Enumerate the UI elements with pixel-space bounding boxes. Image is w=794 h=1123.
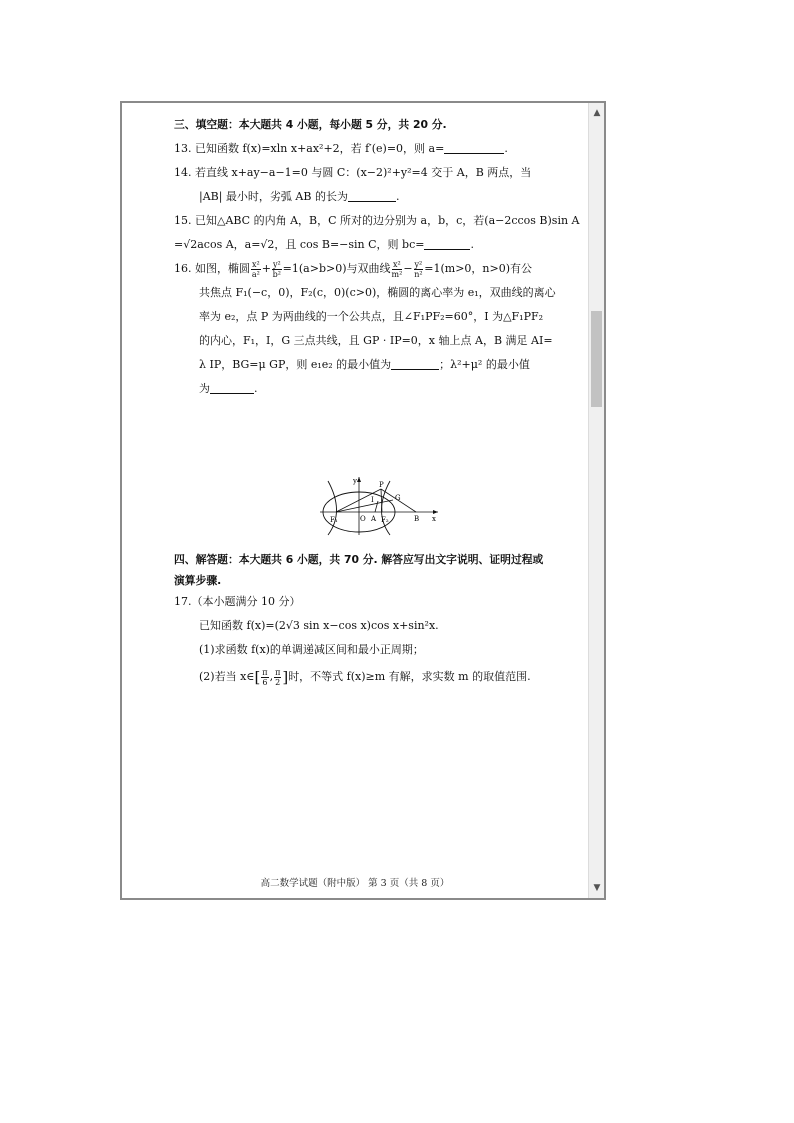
question-16-line-6: 为 .: [199, 382, 258, 395]
question-16-line-5: λ IP，BG=μ GP，则 e₁e₂ 的最小值为 ；λ²+μ² 的最小值: [199, 358, 530, 371]
label-a: A: [371, 515, 377, 523]
question-16-line-4: 的内心，F₁，I，G 三点共线，且 GP · IP=0，x 轴上点 A，B 满足 AI=: [199, 334, 553, 347]
section-3-heading: 三、填空题：本大题共 4 小题，每小题 5 分，共 20 分.: [174, 118, 447, 131]
page-footer: 高二数学试题（附中版） 第 3 页（共 8 页）: [260, 878, 450, 889]
ellipse-hyperbola-figure: [318, 475, 440, 537]
label-o: O: [360, 515, 366, 523]
question-14-line-2: |AB| 最小时，劣弧 AB 的长为 .: [199, 190, 400, 203]
question-17-statement: 已知函数 f(x)=(2√3 sin x−cos x)cos x+sin²x.: [199, 619, 439, 632]
label-f2: F₂: [381, 516, 389, 524]
question-17-title: 17.（本小题满分 10 分）: [174, 595, 301, 608]
vertical-scrollbar[interactable]: [588, 103, 604, 898]
hyperbola-fraction-y: $\frac{\text{y²}}{\text{n²}}$: [414, 259, 423, 279]
question-16-line-1: 16. 如图，椭圆 $\frac{\text{x²}}{\text{a²}}$ + $\frac{\text{y²}}{\text{b²}}$ =1(a>b>0)与双曲线 $\frac{\text{x²}}{\text{m²}}$ − $\frac{\text{y²}}{\text{n²}}$ =1(m>0，n>0)有公: [174, 259, 533, 279]
answer-blank-16b: [210, 381, 254, 394]
section-4-heading-line-2: 演算步骤.: [174, 574, 222, 587]
y-axis-arrow: [357, 477, 361, 482]
scroll-thumb[interactable]: [591, 311, 602, 407]
page-content: [174, 113, 578, 401]
label-x: x: [432, 515, 436, 523]
question-16-line-2: 共焦点 F₁(−c，0)，F₂(c，0)(c>0)，椭圆的离心率为 e₁，双曲线的离心: [199, 286, 556, 299]
answer-blank-13: [444, 141, 504, 154]
segment-f1-g: [336, 500, 393, 512]
answer-blank-14: [348, 189, 396, 202]
question-17-part-1: (1)求函数 f(x)的单调递减区间和最小正周期；: [199, 643, 424, 656]
answer-blank-15: [424, 237, 470, 250]
section-4: [174, 548, 578, 692]
label-y: y: [353, 477, 357, 485]
ellipse-fraction-y: $\frac{\text{y²}}{\text{b²}}$: [272, 259, 281, 279]
document-viewer: [120, 101, 606, 900]
x-axis-arrow: [433, 510, 438, 514]
question-15-line-1: 15. 已知△ABC 的内角 A，B，C 所对的边分别为 a，b，c，若(a−2ccos B)sin A: [174, 214, 580, 227]
question-15-line-2: =√2acos A，a=√2，且 cos B=−sin C，则 bc= .: [174, 238, 474, 251]
label-p: P: [379, 481, 384, 489]
label-i: I: [371, 496, 374, 504]
label-b: B: [414, 515, 420, 523]
question-17-part-2: (2)若当 x∈[ $\frac{\pi}{6}$ , $\frac{\pi}{2}$ ]时，不等式 f(x)≥m 有解，求实数 m 的取值范围.: [199, 667, 531, 687]
scroll-up-icon[interactable]: ▲: [593, 108, 601, 118]
question-13: 13. 已知函数 f(x)=xln x+ax²+2，若 f′(e)=0，则 a= .: [174, 142, 508, 155]
ellipse-fraction-x: $\frac{\text{x²}}{\text{a²}}$: [251, 259, 260, 279]
label-g: G: [395, 494, 401, 502]
scroll-down-icon[interactable]: ▼: [593, 883, 601, 893]
section-4-heading-line-1: 四、解答题：本大题共 6 小题，共 70 分. 解答应写出文字说明、证明过程或: [174, 553, 544, 566]
document-page: [122, 103, 588, 898]
question-14-line-1: 14. 若直线 x+ay−a−1=0 与圆 C：(x−2)²+y²=4 交于 A，B 两点，当: [174, 166, 532, 179]
hyperbola-fraction-x: $\frac{\text{x²}}{\text{m²}}$: [391, 259, 403, 279]
segment-a-i: [375, 501, 378, 512]
question-16-line-3: 率为 e₂，点 P 为两曲线的一个公共点，且∠F₁PF₂=60°，I 为△F₁PF₂: [199, 310, 544, 323]
label-f1: F₁: [330, 516, 338, 524]
answer-blank-16a: [391, 357, 439, 370]
